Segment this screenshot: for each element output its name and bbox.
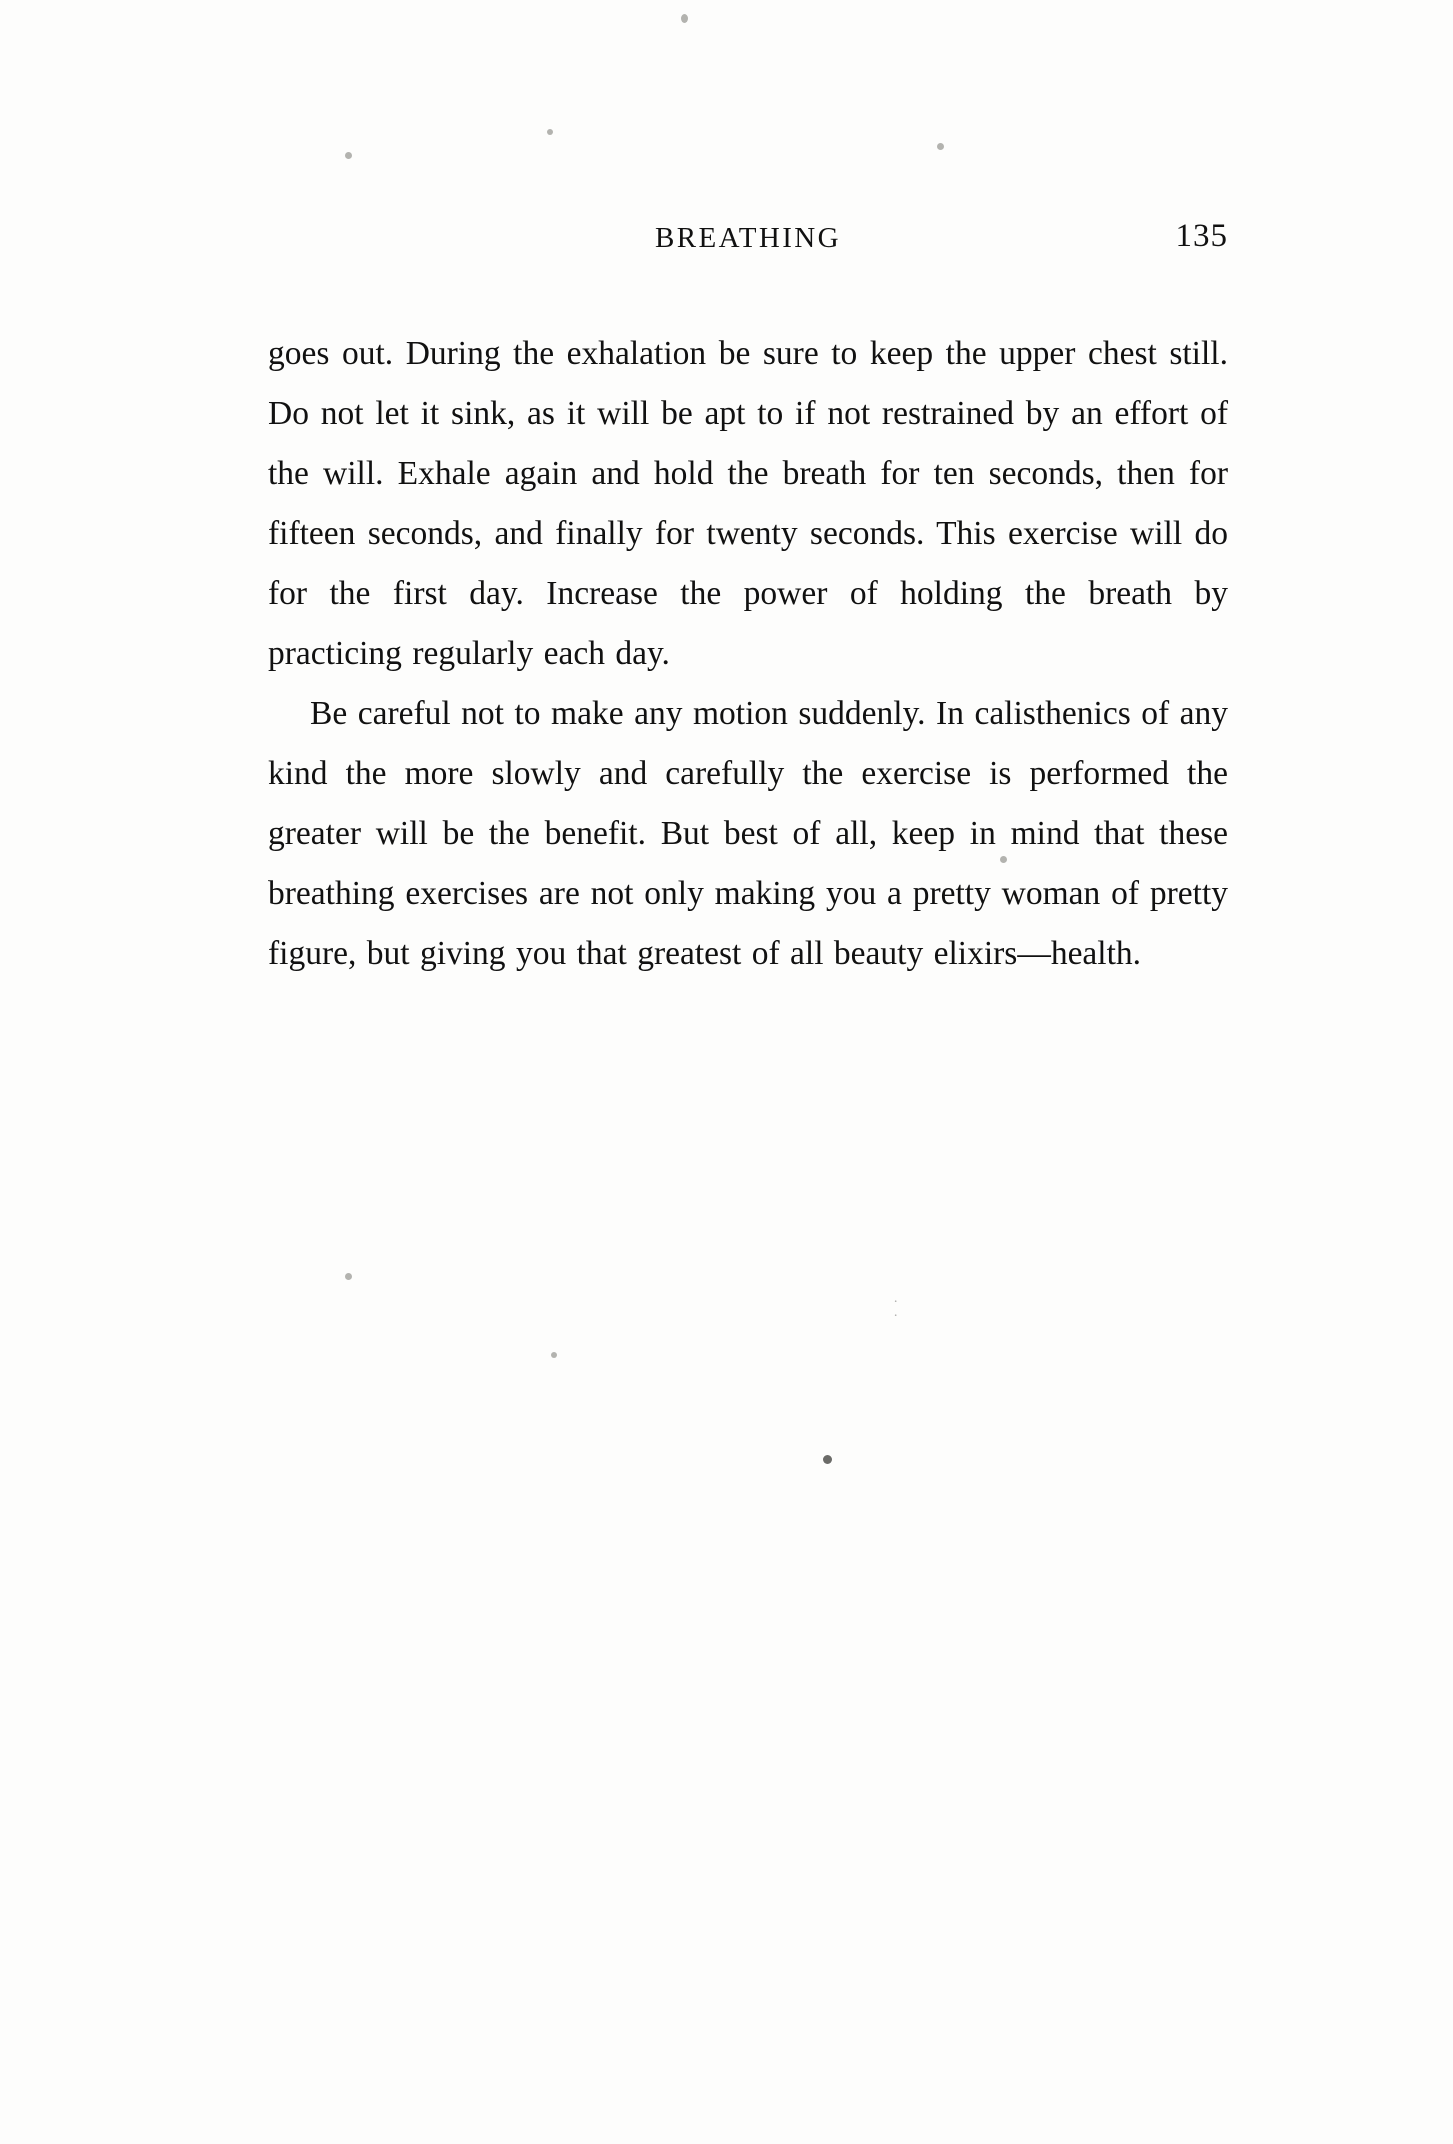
scan-speck-icon bbox=[823, 1455, 832, 1464]
running-head bbox=[268, 218, 1228, 282]
scan-speck-icon bbox=[681, 14, 688, 23]
scan-smudge-mark: ˙ ˙ bbox=[885, 1298, 899, 1329]
paragraph: Be careful not to make any motion suddenly. In calisthenics of any kind the more slowly and carefully the exercise is performed the greater will be the benefit. But best of all, keep in mind that these breathing exercises are not only making you a pretty woman of pretty figure, but giving you that greatest of all beauty elixirs—health. bbox=[268, 695, 1228, 972]
scan-speck-icon bbox=[345, 1273, 352, 1280]
scan-speck-icon bbox=[551, 1352, 557, 1358]
paragraph: goes out. During the exhalation be sure to keep the upper chest still. Do not let it sink, as it will be apt to if not restrained by an effort of the will. Exhale again and hold the breath for ten seconds, then for fifteen seconds, and finally for twenty seconds. This exercise will do for the first day. Increase the power of holding the breath by practicing regularly each day. bbox=[268, 335, 1228, 672]
page-content bbox=[268, 218, 1228, 984]
page-title: BREATHING bbox=[655, 222, 841, 254]
scan-speck-icon bbox=[937, 143, 944, 150]
scan-speck-icon bbox=[345, 152, 352, 159]
body-text bbox=[268, 324, 1228, 984]
scan-speck-icon bbox=[547, 129, 553, 135]
page-number: 135 bbox=[1175, 218, 1228, 254]
